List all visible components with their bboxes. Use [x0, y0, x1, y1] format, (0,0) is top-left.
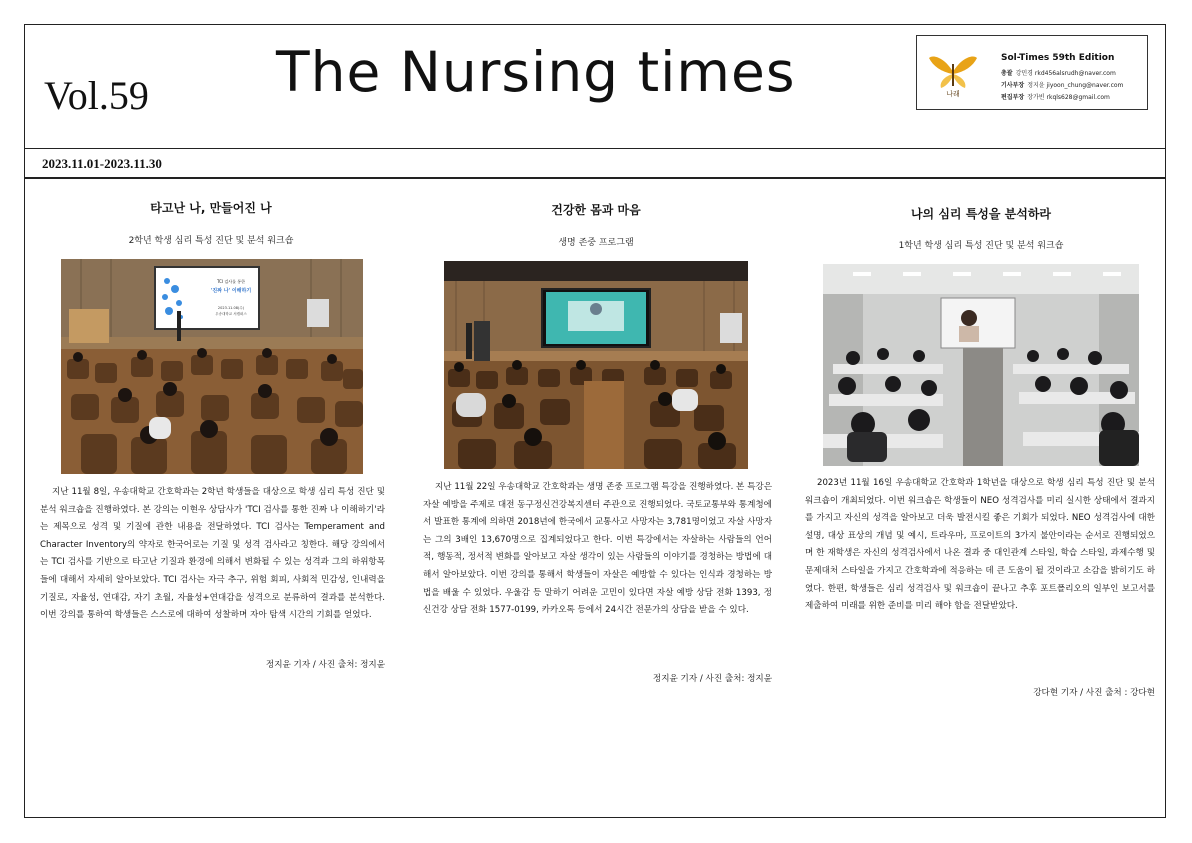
staff-line: 편집부장 장가빈 rkqls628@gmail.com [1001, 94, 1110, 101]
article-3-headline: 나의 심리 특성을 분석하라 [910, 207, 1052, 221]
slide-title: TCI 검사를 통한 [216, 279, 246, 284]
logo-text: 나래 [946, 90, 960, 98]
date-range: 2023.11.01-2023.11.30 [42, 156, 162, 171]
article-1-subheadline: 2학년 학생 심리 특성 진단 및 분석 워크숍 [128, 236, 294, 246]
article-2-subheadline: 생명 존중 프로그램 [558, 238, 634, 248]
slide-highlight: '진짜 나' 이해하기 [210, 288, 252, 294]
article-3-body: 2023년 11월 16일 우송대학교 간호학과 1학년을 대상으로 학생 심리 특성 진단 및 분석 워크숍이 개최되었다. 이번 워크숍은 학생들이 NEO 성격검사를 미리 실시한 상태에서 결과지를 가지고 자신의 성격을 알아보고 더욱 발전시킬 좋은 기회가 되었다. NEO 성격검사에 대한 설명, 대상 표상의 개념 및 예시, 트라우마, 프로이트의 3가지 불안이라는 순서로 진행되었으며 한 재학생은 자신의 성격검사에서 나온 결과 중 대인관계 스타일, 학습 스타일, 과제수행 및 문제대처 스타일을 가지고 간호학과에 적응하는 데 큰 도움이 될 것이라고 소감을 밝히기도 하였다. 한편, 학생들은 심리 성격검사 및 워크숍이 끝나고 추후 포트폴리오의 일부인 보고서를 제출하여 미래를 위한 준비를 미리 해야 함을 전달받았다. [805, 478, 1155, 612]
date-divider [24, 177, 1166, 179]
staff-line: 기사부장 정지윤 jiyoon_chung@naver.com [1001, 82, 1124, 89]
article-3-credit: 강다현 기자 / 사진 출처 : 강다현 [1033, 688, 1155, 698]
volume-number: Vol.59 [44, 73, 149, 118]
slide-date: 2023.11.08(수) [217, 306, 245, 310]
article-1-photo [61, 259, 363, 474]
article-1-credit: 정지윤 기자 / 사진 출처: 정지윤 [265, 660, 385, 670]
article-1-headline: 타고난 나, 만들어진 나 [150, 201, 272, 215]
article-2-credit: 정지윤 기자 / 사진 출처: 정지윤 [652, 674, 772, 684]
newspaper-title: The Nursing times [276, 40, 796, 104]
staff-line: 총괄 강민경 rkd456alsrudh@naver.com [1001, 70, 1116, 77]
edition-label: Sol-Times 59th Edition [1001, 53, 1115, 63]
article-3-photo [823, 264, 1139, 466]
article-2-photo [444, 261, 748, 469]
article-2-body: 지난 11월 22일 우송대학교 간호학과는 생명 존중 프로그램 특강을 진행하였다. 본 특강은 자살 예방을 주제로 대전 동구정신건강복지센터 주관으로 진행되었다. 국토교통부와 통계청에서 발표한 통계에 의하면 2018년에 한국에서 교통사고 사망자는 3,781명이었고 자살 사망자는 그의 3배인 13,670명으로 집계되었다고 한다. 이번 특강에서는 자살하는 사람들의 언어적, 행동적, 정서적 변화를 알아보고 자살 생각이 있는 사람들의 이야기를 경청하는 방법에 대해서 알아보았다. 이번 강의를 통해서 학생들이 자살은 예방할 수 있다는 인식과 경청하는 방법을 배울 수 있었다. 우울감 등 말하기 어려운 고민이 있다면 자살 예방 상담 전화 1393, 정신건강 상담 전화 1577-0199, 카카오톡 등에서 24시간 전문가의 상담을 받을 수 있다. [423, 482, 772, 616]
article-1-body: 지난 11월 8일, 우송대학교 간호학과는 2학년 학생들을 대상으로 학생 심리 특성 진단 및 분석 워크숍을 진행하였다. 본 강의는 이현우 상담사가 'TCI 검사를 통한 진짜 나 이해하기'라는 제목으로 성격 및 기질에 관한 내용을 전달하였다. TCI 검사는 Temperament and Character Inventory의 약자로 한국어로는 기질 및 성격 검사라고 칭한다. 해당 강의에서는 TCI 검사를 기반으로 타고난 기질과 환경에 의해서 변화될 수 있는 성격과 그의 하위항목들에 대해서 자세히 알아보았다. TCI 검사는 자극 추구, 위험 회피, 사회적 민감성, 인내력을 기질로, 자율성, 연대감, 자기 초월, 자율성+연대감을 성격으로 분류하여 결과를 분석한다. 이번 강의를 통하여 학생들은 스스로에 대하여 성찰하며 자아 탐색 시간의 기회를 얻었다. [40, 487, 385, 621]
butterfly-logo-icon [927, 50, 979, 98]
article-2-headline: 건강한 몸과 마음 [551, 203, 641, 217]
masthead-divider [24, 148, 1166, 149]
edition-info-box [916, 35, 1148, 110]
slide-place: 우송대학교 서캠퍼스 [215, 312, 247, 316]
article-3-subheadline: 1학년 학생 심리 특성 진단 및 분석 워크숍 [898, 241, 1064, 251]
